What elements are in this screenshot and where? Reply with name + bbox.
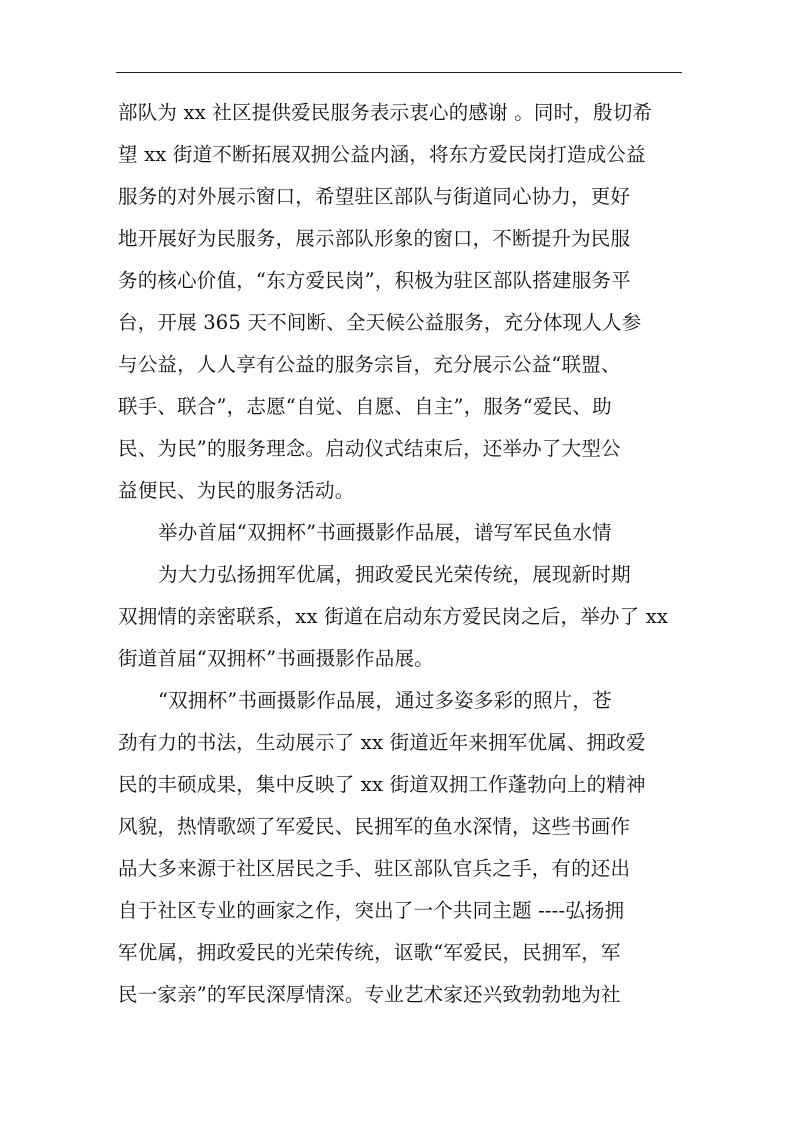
text-line: 民一家亲”的军民深厚情深。专业艺术家还兴致勃勃地为社 (118, 983, 621, 1006)
text-line: 台，开展 365 天不间断、全天候公益服务，充分体现人人参 (118, 311, 642, 334)
text-line: 风貌，热情歌颂了军爱民、民拥军的鱼水深情，这些书画作 (118, 815, 631, 838)
text-line: 劲有力的书法，生动展示了 xx 街道近年来拥军优属、拥政爱 (118, 731, 646, 754)
text-line: 民的丰硕成果，集中反映了 xx 街道双拥工作蓬勃向上的精神 (118, 773, 646, 796)
text-line: 望 xx 街道不断拓展双拥公益内涵，将东方爱民岗打造成公益 (118, 143, 646, 166)
text-line: 自于社区专业的画家之作，突出了一个共同主题 ----弘扬拥 (118, 899, 625, 922)
text-line: 益便民、为民的服务活动。 (118, 479, 355, 502)
text-line: 联手、联合”，志愿“自觉、自愿、自主”，服务“爱民、助 (118, 395, 612, 418)
body-text (118, 92, 688, 1016)
text-line: 务的核心价值，“东方爱民岗”，积极为驻区部队搭建服务平 (118, 269, 631, 292)
text-line: 双拥情的亲密联系，xx 街道在启动东方爱民岗之后，举办了 xx (118, 605, 669, 628)
text-line: 品大多来源于社区居民之手、驻区部队官兵之手，有的还出 (118, 857, 631, 880)
text-line: 街道首届“双拥杯”书画摄影作品展。 (118, 647, 434, 670)
text-line: 民、为民”的服务理念。启动仪式结束后，还举办了大型公 (118, 437, 621, 460)
section-heading: 举办首届“双拥杯”书画摄影作品展，谱写军民鱼水情 (158, 521, 612, 544)
header-rule (116, 72, 682, 73)
text-line: 军优属，拥政爱民的光荣传统，讴歌“军爱民，民拥军，军 (118, 941, 621, 964)
text-line: 与公益，人人享有公益的服务宗旨，充分展示公益“联盟、 (118, 353, 621, 376)
text-line: 部队为 xx 社区提供爱民服务表示衷心的感谢 。同时，殷切希 (118, 101, 653, 124)
text-line: 地开展好为民服务，展示部队形象的窗口，不断提升为民服 (118, 227, 631, 250)
text-line: “双拥杯”书画摄影作品展，通过多姿多彩的照片，苍 (158, 689, 612, 712)
text-line: 服务的对外展示窗口，希望驻区部队与街道同心协力，更好 (118, 185, 631, 208)
text-line: 为大力弘扬拥军优属，拥政爱民光荣传统，展现新时期 (158, 563, 631, 586)
